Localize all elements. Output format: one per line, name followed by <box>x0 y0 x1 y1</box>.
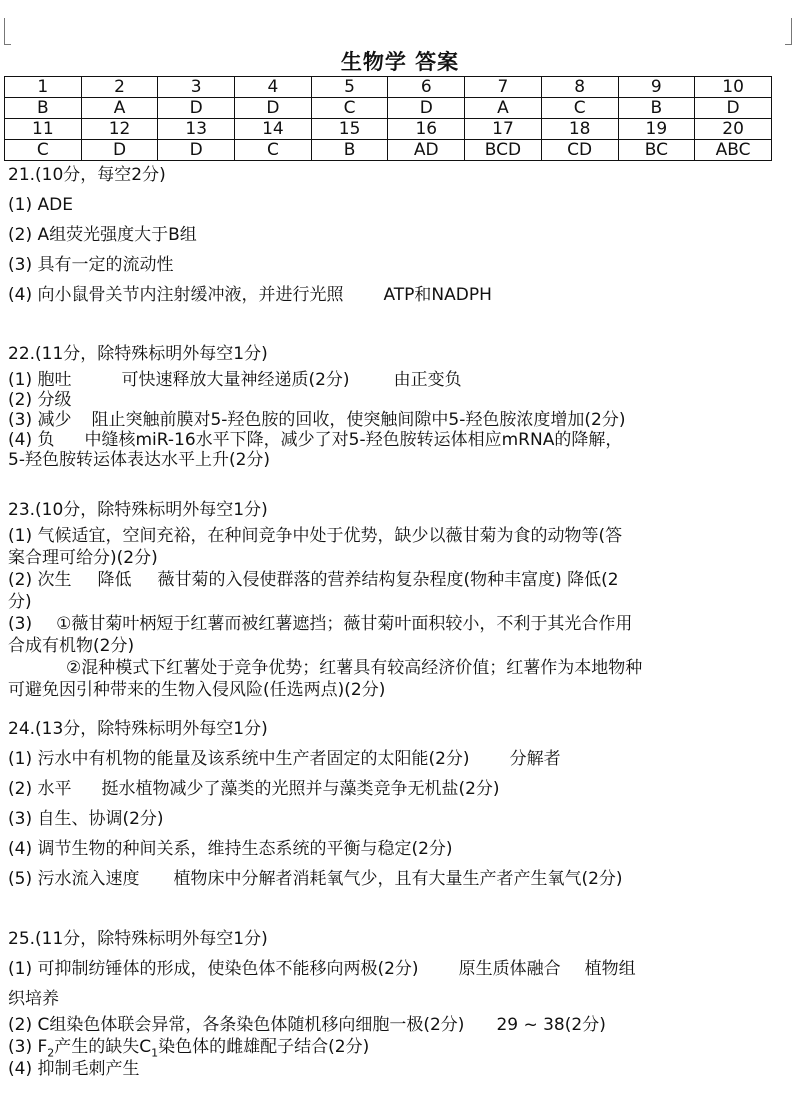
question-number-cell: 4 <box>235 77 312 98</box>
q22-header: 22.(11分，除特殊标明外每空1分) <box>8 344 268 364</box>
q23-answer-2-cont: 分) <box>8 592 32 612</box>
q24-answer-5 <box>8 864 790 894</box>
question-number-cell: 5 <box>311 77 388 98</box>
question-number-cell: 13 <box>158 119 235 140</box>
q23-answer-3b: ①薇甘菊叶柄短于红薯而被红薯遮挡；薇甘菊叶面积较小，不利于其光合作用 <box>56 614 633 634</box>
question-22 <box>8 344 790 470</box>
q23-answer-3-cont: 合成有机物(2分) <box>8 636 135 656</box>
answer-cell: C <box>235 140 312 161</box>
question-number-cell: 8 <box>541 77 618 98</box>
q25-answer-3-subscript-1: 2 <box>47 1046 55 1060</box>
q25-answer-3 <box>8 1036 790 1058</box>
question-number-cell: 10 <box>695 77 772 98</box>
q25-answer-1b: 原生质体融合 <box>458 959 561 979</box>
q24-answer-1b: 分解者 <box>509 749 561 769</box>
q22-answer-3 <box>8 410 790 430</box>
question-number-row <box>5 77 772 98</box>
answer-cell: B <box>618 98 695 119</box>
answer-cell: BC <box>618 140 695 161</box>
question-number-cell: 12 <box>81 119 158 140</box>
q22-answer-4b: 中缝核miR-16水平下降，减少了对5-羟色胺转运体相应mRNA的降解， <box>84 430 623 450</box>
question-23 <box>8 500 790 702</box>
question-number-cell: 16 <box>388 119 465 140</box>
q23-answer-3 <box>8 614 790 636</box>
question-25 <box>8 924 790 1080</box>
q25-answer-4: (4) 抑制毛刺产生 <box>8 1059 140 1079</box>
answer-cell: D <box>388 98 465 119</box>
q21-answer-2: (2) A组荧光强度大于B组 <box>8 225 197 245</box>
question-number-cell: 1 <box>5 77 82 98</box>
q25-answer-1a: (1) 可抑制纺锤体的形成，使染色体不能移向两极(2分) <box>8 959 419 979</box>
answer-cell: A <box>81 98 158 119</box>
question-number-cell: 18 <box>541 119 618 140</box>
q25-answer-2 <box>8 1014 790 1036</box>
corner-mark-right <box>785 18 792 45</box>
q22-answer-3b: 阻止突触前膜对5-羟色胺的回收，使突触间隙中5-羟色胺浓度增加(2分) <box>91 410 626 430</box>
answer-cell: D <box>81 140 158 161</box>
q22-answer-1b: 可快速释放大量神经递质(2分) <box>121 370 350 390</box>
q23-header: 23.(10分，除特殊标明外每空1分) <box>8 500 268 520</box>
answer-cell: C <box>5 140 82 161</box>
q24-answer-5a: (5) 污水流入速度 <box>8 869 140 889</box>
question-number-cell: 19 <box>618 119 695 140</box>
q22-answer-3a: (3) 减少 <box>8 410 72 430</box>
q21-answer-4 <box>8 280 790 310</box>
question-number-cell: 2 <box>81 77 158 98</box>
question-number-cell: 14 <box>235 119 312 140</box>
question-number-cell: 17 <box>465 119 542 140</box>
q25-answer-1c: 植物组 <box>584 959 636 979</box>
question-number-row <box>5 119 772 140</box>
answer-cell: B <box>5 98 82 119</box>
answer-cell: D <box>695 98 772 119</box>
page-title: 生物学 答案 <box>340 50 460 74</box>
q23-answer-1: (1) 气候适宜，空间充裕，在种间竞争中处于优势，缺少以薇甘菊为食的动物等(答 <box>8 526 623 546</box>
q23-answer-3-point2-cont: 可避免因引种带来的生物入侵风险(任选两点)(2分) <box>8 680 386 700</box>
q23-answer-2c: 薇甘菊的入侵使群落的营养结构复杂程度(物种丰富度) 降低(2 <box>157 570 619 590</box>
q24-answer-2a: (2) 水平 <box>8 779 72 799</box>
q24-answer-2b: 挺水植物减少了藻类的光照并与藻类竞争无机盐(2分) <box>101 779 500 799</box>
q22-answer-1c: 由正变负 <box>393 370 462 390</box>
question-number-cell: 9 <box>618 77 695 98</box>
q24-answer-2 <box>8 774 790 804</box>
question-21 <box>8 160 790 310</box>
answer-table <box>4 76 772 161</box>
answer-row <box>5 98 772 119</box>
answer-cell: BCD <box>465 140 542 161</box>
answer-cell: C <box>311 98 388 119</box>
q21-answer-3: (3) 具有一定的流动性 <box>8 255 174 275</box>
q23-answer-3-point2: ②混种模式下红薯处于竞争优势；红薯具有较高经济价值；红薯作为本地物种 <box>66 658 643 678</box>
answer-cell: D <box>235 98 312 119</box>
q24-answer-1 <box>8 744 790 774</box>
q22-answer-1a: (1) 胞吐 <box>8 370 72 390</box>
question-number-cell: 7 <box>465 77 542 98</box>
answer-cell: B <box>311 140 388 161</box>
q24-answer-1a: (1) 污水中有机物的能量及该系统中生产者固定的太阳能(2分) <box>8 749 470 769</box>
q22-answer-4 <box>8 430 790 450</box>
q21-header: 21.(10分，每空2分) <box>8 165 166 185</box>
q25-answer-3a: (3) F <box>8 1037 48 1057</box>
q25-answer-3-subscript-2: 1 <box>151 1046 159 1060</box>
q24-answer-5b: 植物床中分解者消耗氧气少，且有大量生产者产生氧气(2分) <box>173 869 623 889</box>
q25-answer-3c: 染色体的雌雄配子结合(2分) <box>158 1037 370 1057</box>
answer-cell: A <box>465 98 542 119</box>
q24-answer-3: (3) 自生、协调(2分) <box>8 809 164 829</box>
q23-answer-2 <box>8 570 790 592</box>
q24-header: 24.(13分，除特殊标明外每空1分) <box>8 719 268 739</box>
answer-cell: C <box>541 98 618 119</box>
q22-answer-1 <box>8 370 790 390</box>
q21-answer-1: (1) ADE <box>8 195 73 215</box>
question-number-cell: 3 <box>158 77 235 98</box>
answer-cell: AD <box>388 140 465 161</box>
q23-answer-2a: (2) 次生 <box>8 570 72 590</box>
q23-answer-2b: 降低 <box>97 570 132 590</box>
question-24 <box>8 714 790 894</box>
q25-answer-3b: 产生的缺失C <box>54 1037 152 1057</box>
q25-answer-2b: 29 ~ 38(2分) <box>496 1015 606 1035</box>
answer-cell: D <box>158 98 235 119</box>
question-number-cell: 11 <box>5 119 82 140</box>
answer-cell: CD <box>541 140 618 161</box>
answer-row <box>5 140 772 161</box>
q25-header: 25.(11分，除特殊标明外每空1分) <box>8 929 268 949</box>
answer-cell: ABC <box>695 140 772 161</box>
q22-answer-2: (2) 分级 <box>8 390 72 410</box>
q23-answer-3a: (3) <box>8 614 33 634</box>
q24-answer-4: (4) 调节生物的种间关系，维持生态系统的平衡与稳定(2分) <box>8 839 453 859</box>
q22-answer-5: 5-羟色胺转运体表达水平上升(2分) <box>8 450 271 470</box>
corner-mark-left <box>4 18 11 45</box>
answer-cell: D <box>158 140 235 161</box>
q25-answer-1-cont: 织培养 <box>8 989 59 1009</box>
question-number-cell: 20 <box>695 119 772 140</box>
q23-answer-1-cont: 案合理可给分)(2分) <box>8 548 158 568</box>
q25-answer-1 <box>8 954 790 984</box>
q21-answer-4b: ATP和NADPH <box>383 285 492 305</box>
q21-answer-4a: (4) 向小鼠骨关节内注射缓冲液，并进行光照 <box>8 285 344 305</box>
question-number-cell: 15 <box>311 119 388 140</box>
q22-answer-4a: (4) 负 <box>8 430 55 450</box>
question-number-cell: 6 <box>388 77 465 98</box>
q25-answer-2a: (2) C组染色体联会异常，各条染色体随机移向细胞一极(2分) <box>8 1015 465 1035</box>
